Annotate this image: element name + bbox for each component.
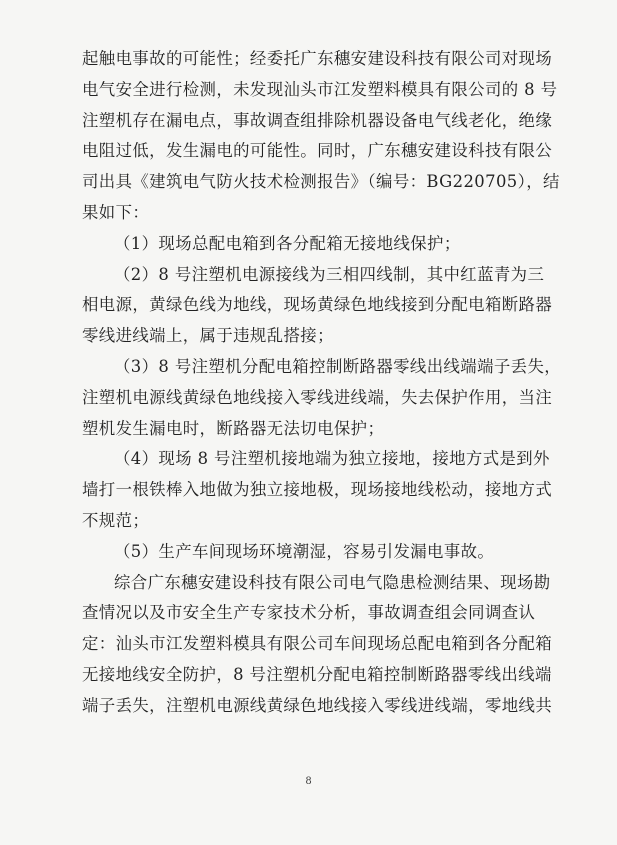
text-line: 综合广东穗安建设科技有限公司电气隐患检测结果、现场勘 <box>114 572 551 592</box>
text-line: （2）8 号注塑机电源接线为三相四线制，其中红蓝青为三 <box>114 264 545 284</box>
text-line: 起触电事故的可能性；经委托广东穗安建设科技有限公司对现场 <box>82 49 553 68</box>
text-line: 塑机发生漏电时，断路器无法切电保护； <box>82 418 385 438</box>
page-number: 8 <box>305 776 312 787</box>
text-line: （4）现场 8 号注塑机接地端为独立接地，接地方式是到外 <box>114 449 550 469</box>
text-line: 相电源，黄绿色线为地线，现场黄绿色地线接到分配电箱断路器 <box>82 295 553 315</box>
body-text <box>82 44 562 722</box>
text-line: 墙打一根铁棒入地做为独立接地极，现场接地线松动，接地方式 <box>82 480 553 500</box>
text-line: 司出具《建筑电气防火技术检测报告》（编号：BG220705），结 <box>82 172 560 192</box>
text-line: 端子丢失，注塑机电源线黄绿色地线接入零线进线端，零地线共 <box>82 695 553 715</box>
text-line: 定：汕头市江发塑料模具有限公司车间现场总配电箱到各分配箱 <box>82 634 553 654</box>
text-line: （1）现场总配电箱到各分配箱无接地线保护； <box>114 233 461 253</box>
text-line: 注塑机存在漏电点，事故调查组排除机器设备电气线老化，绝缘 <box>82 110 553 130</box>
text-line: （3）8 号注塑机分配电箱控制断路器零线出线端端子丢失， <box>114 356 562 376</box>
text-line: 无接地线安全防护，8 号注塑机分配电箱控制断路器零线出线端 <box>82 664 552 684</box>
text-line: 注塑机电源线黄绿色地线接入零线进线端，失去保护作用，当注 <box>82 387 553 407</box>
text-line: 电阻过低，发生漏电的可能性。同时，广东穗安建设科技有限公 <box>82 141 553 161</box>
text-line: 零线进线端上，属于违规乱搭接； <box>82 326 334 346</box>
text-line: 果如下： <box>82 202 150 222</box>
text-line: 不规范； <box>82 510 150 530</box>
text-line: 查情况以及市安全生产专家技术分析，事故调查组会同调查认 <box>82 603 536 623</box>
text-line: （5）生产车间现场环境潮湿，容易引发漏电事故。 <box>114 541 495 561</box>
text-line: 电气安全进行检测，未发现汕头市江发塑料模具有限公司的 8 号 <box>82 79 558 99</box>
